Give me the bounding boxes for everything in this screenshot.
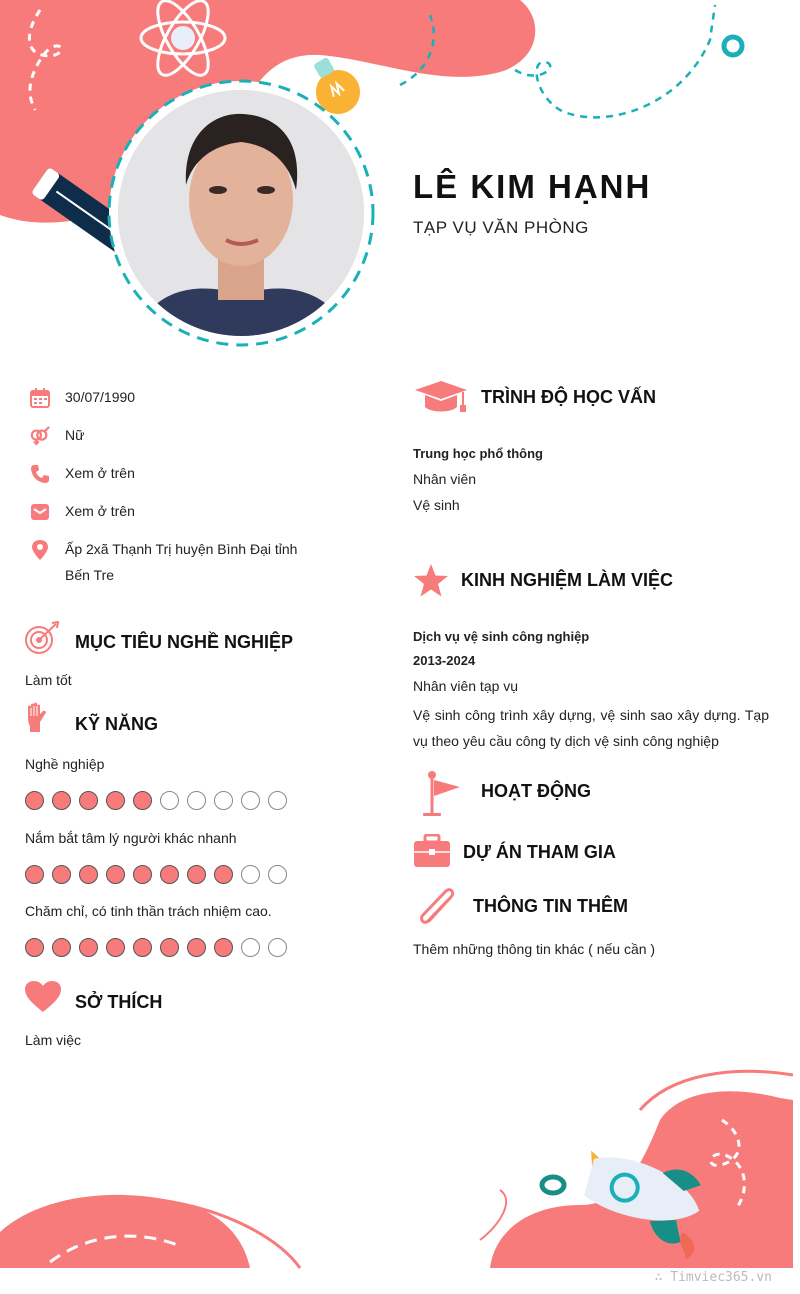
skill-dot-empty xyxy=(268,938,287,957)
experience-company: Dịch vụ vệ sinh công nghiệp xyxy=(413,629,590,644)
skill-dot-filled xyxy=(106,791,125,810)
hobbies-text: Làm việc xyxy=(25,1032,82,1048)
skill-dot-empty xyxy=(268,865,287,884)
address-value: Ấp 2xã Thạnh Trị huyện Bình Đại tỉnh Bến Tre xyxy=(65,541,298,583)
calendar-icon xyxy=(30,388,50,408)
phone-value: Xem ở trên xyxy=(65,465,135,481)
experience-description: Vệ sinh công trình xây dựng, vệ sinh sao xây dựng. Tạp vụ theo yêu cầu công ty dịch vệ sinh công nghiệp xyxy=(413,707,769,749)
skill-dot-filled xyxy=(133,791,152,810)
skill-dot-empty xyxy=(187,791,206,810)
skill-name: Nghề nghiệp xyxy=(25,756,105,772)
skill-dot-filled xyxy=(52,938,71,957)
skill-dot-filled xyxy=(133,865,152,884)
brand-watermark: ∴ Timviec365.vn xyxy=(654,1270,772,1285)
experience-title: KINH NGHIỆM LÀM VIỆC xyxy=(461,570,674,590)
experience-period: 2013-2024 xyxy=(413,653,476,668)
skill-rating xyxy=(25,865,287,884)
activities-title: HOẠT ĐỘNG xyxy=(481,781,591,801)
skill-name: Nắm bắt tâm lý người khác nhanh xyxy=(25,830,237,846)
skill-dot-empty xyxy=(160,791,179,810)
skill-dot-filled xyxy=(106,865,125,884)
skill-dot-filled xyxy=(214,865,233,884)
education-line: Vệ sinh xyxy=(413,497,460,513)
skill-dot-filled xyxy=(160,865,179,884)
star-icon xyxy=(413,563,449,598)
skill-dot-filled xyxy=(79,938,98,957)
skill-dot-filled xyxy=(52,791,71,810)
paperclip-icon xyxy=(415,885,459,927)
gender-value: Nữ xyxy=(65,427,85,443)
skill-dot-empty xyxy=(241,938,260,957)
flag-icon xyxy=(422,770,462,818)
email-icon xyxy=(30,502,50,522)
skill-dot-empty xyxy=(241,865,260,884)
target-icon xyxy=(24,621,60,655)
birthday-value: 30/07/1990 xyxy=(65,389,136,405)
candidate-name: LÊ KIM HẠNH xyxy=(413,168,652,205)
skill-rating xyxy=(25,791,287,810)
skill-dot-filled xyxy=(214,938,233,957)
skill-name: Chăm chỉ, có tinh thần trách nhiệm cao. xyxy=(25,903,272,919)
more-info-text: Thêm những thông tin khác ( nếu cần ) xyxy=(413,941,656,957)
skill-dot-filled xyxy=(79,791,98,810)
skill-dot-filled xyxy=(133,938,152,957)
skill-dot-filled xyxy=(160,938,179,957)
phone-icon xyxy=(30,464,50,484)
experience-position: Nhân viên tạp vụ xyxy=(413,678,519,694)
education-title: TRÌNH ĐỘ HỌC VẤN xyxy=(481,387,656,407)
skills-title: KỸ NĂNG xyxy=(75,714,159,734)
skill-dot-filled xyxy=(79,865,98,884)
job-title: TẠP VỤ VĂN PHÒNG xyxy=(413,218,589,237)
hand-icon xyxy=(25,702,47,734)
education-line: Nhân viên xyxy=(413,471,477,487)
education-school: Trung học phổ thông xyxy=(413,446,543,461)
hobbies-title: SỞ THÍCH xyxy=(75,992,163,1012)
skill-dot-filled xyxy=(187,938,206,957)
skill-dot-filled xyxy=(25,938,44,957)
location-icon xyxy=(30,540,50,560)
skill-dot-empty xyxy=(214,791,233,810)
email-value: Xem ở trên xyxy=(65,503,135,519)
objective-text: Làm tốt xyxy=(25,672,72,688)
projects-title: DỰ ÁN THAM GIA xyxy=(463,842,616,862)
objective-title: MỤC TIÊU NGHỀ NGHIỆP xyxy=(75,632,294,652)
heart-icon xyxy=(24,980,62,1014)
briefcase-icon xyxy=(413,834,451,868)
gender-icon xyxy=(30,426,50,446)
skill-dot-filled xyxy=(25,865,44,884)
skill-dot-filled xyxy=(52,865,71,884)
avatar xyxy=(118,90,364,336)
skill-dot-empty xyxy=(241,791,260,810)
more-info-title: THÔNG TIN THÊM xyxy=(473,896,628,916)
skill-rating xyxy=(25,938,287,957)
skill-dot-filled xyxy=(25,791,44,810)
skill-dot-filled xyxy=(106,938,125,957)
skill-dot-empty xyxy=(268,791,287,810)
rocket-icon xyxy=(570,1146,713,1260)
skill-dot-filled xyxy=(187,865,206,884)
graduation-cap-icon xyxy=(413,380,469,414)
